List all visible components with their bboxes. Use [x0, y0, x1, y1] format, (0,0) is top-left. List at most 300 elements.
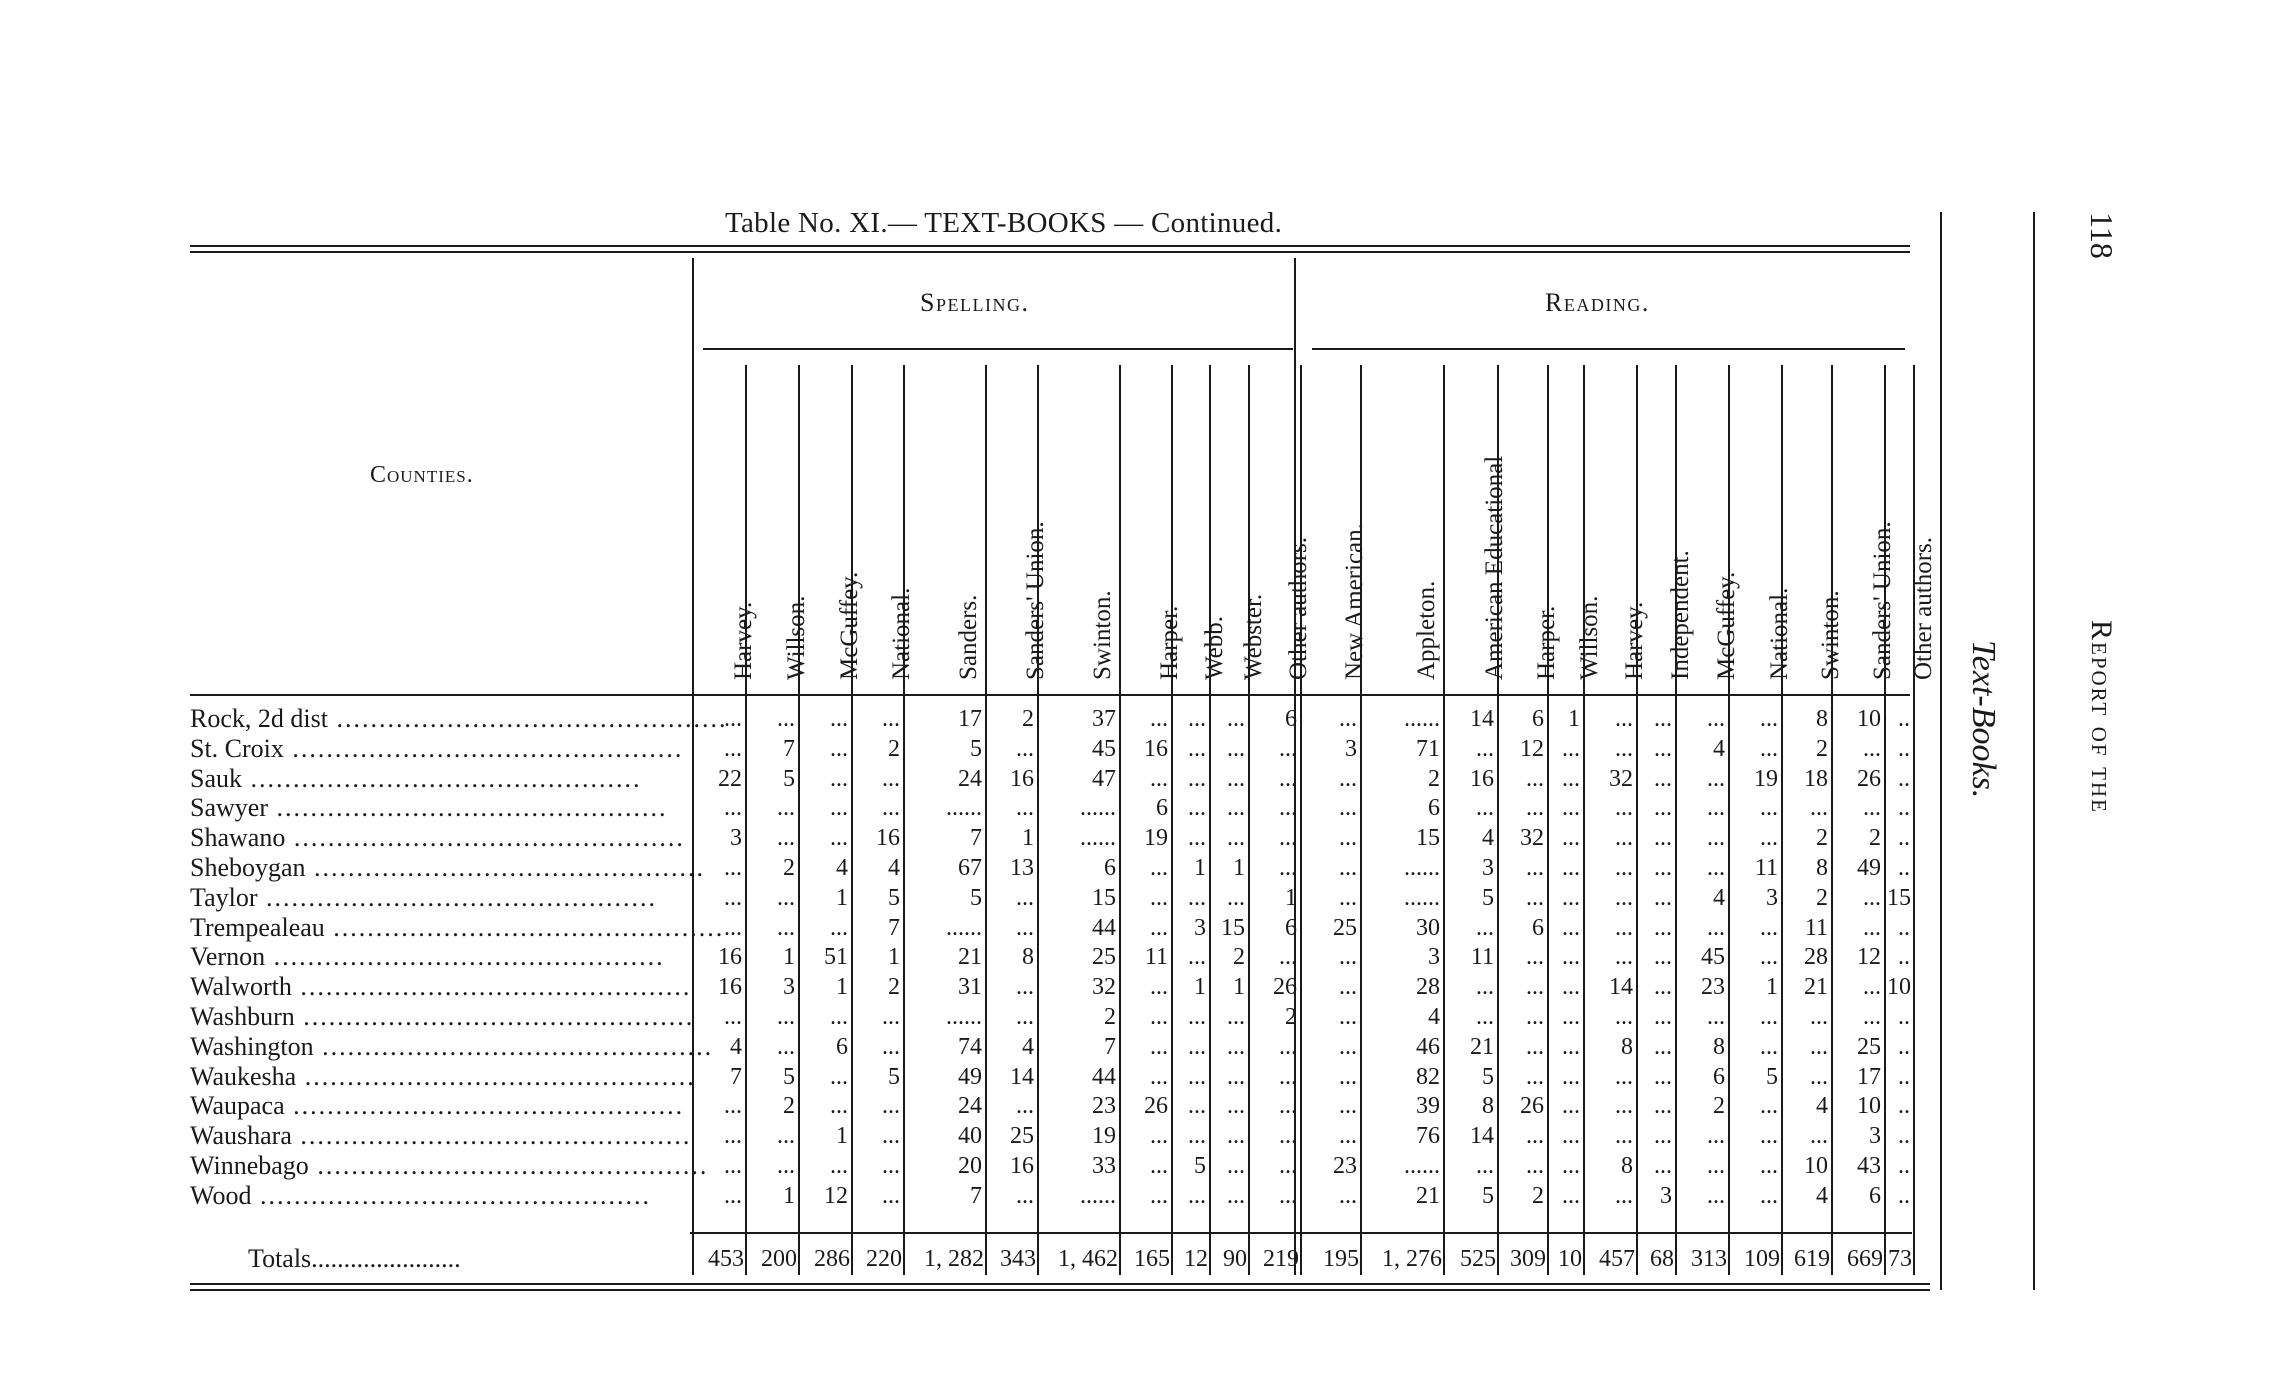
table-cell: 2 [888, 974, 900, 1001]
table-cell: .. [1898, 706, 1910, 732]
table-cell: 26 [1273, 974, 1297, 1001]
column-divider [1360, 365, 1362, 1275]
table-cell: ... [777, 1033, 795, 1060]
table-cell: 20 [958, 1153, 982, 1179]
table-cell: 47 [1092, 765, 1116, 792]
bottom-rule-second [190, 1289, 1930, 1291]
table-cell: ... [1654, 1093, 1672, 1120]
table-cell: 6 [1713, 1063, 1725, 1090]
table-cell: 2 [1816, 884, 1828, 911]
column-divider [1037, 365, 1039, 1275]
table-cell: ... [777, 825, 795, 852]
table-cell: ... [830, 1063, 848, 1090]
totals-cell: 220 [866, 1246, 902, 1272]
table-cell: .. [1898, 1182, 1910, 1209]
table-cell: ... [1760, 735, 1778, 762]
table-cell: ... [1562, 1153, 1580, 1179]
table-cell: ... [1760, 1033, 1778, 1060]
table-cell: ... [1615, 1063, 1633, 1090]
table-cell: ... [1863, 1004, 1881, 1030]
table-cell: .. [1898, 1093, 1910, 1120]
table-cell: ... [1707, 765, 1725, 792]
table-cell: 1 [1022, 825, 1034, 852]
table-cell: ... [1863, 914, 1881, 941]
table-cell: ...... [946, 914, 982, 941]
totals-cell: 453 [708, 1246, 744, 1272]
table-cell: 74 [958, 1033, 982, 1060]
table-cell: ... [1339, 706, 1357, 732]
table-cell: ... [1810, 1123, 1828, 1150]
table-cell: ... [1760, 825, 1778, 852]
table-cell: ... [1188, 735, 1206, 762]
table-cell: 17 [958, 706, 982, 732]
table-cell: 7 [783, 735, 795, 762]
outer-frame-line [2033, 212, 2035, 1290]
table-cell: ... [1188, 1182, 1206, 1209]
table-cell: ... [1562, 1182, 1580, 1209]
totals-cell: 1, 462 [1058, 1246, 1118, 1272]
table-cell: ... [1707, 1182, 1725, 1209]
county-name: Shawano .............................................. [190, 823, 685, 853]
table-cell: ... [1615, 884, 1633, 911]
table-cell: ... [1227, 735, 1245, 762]
table-cell: 2 [888, 735, 900, 762]
table-cell: ... [1615, 1004, 1633, 1030]
table-cell: 5 [783, 1063, 795, 1090]
table-cell: 4 [836, 855, 848, 881]
table-cell: 37 [1092, 706, 1116, 732]
table-cell: 2 [1428, 765, 1440, 792]
totals-cell: 343 [1000, 1246, 1036, 1272]
table-cell: ... [1760, 706, 1778, 732]
table-cell: 7 [1104, 1033, 1116, 1060]
table-cell: 7 [970, 825, 982, 852]
table-cell: 33 [1092, 1153, 1116, 1179]
table-cell: 5 [1482, 1063, 1494, 1090]
county-name: Sawyer .............................................. [190, 793, 668, 823]
table-cell: ... [1188, 795, 1206, 822]
table-cell: 7 [730, 1063, 742, 1090]
table-cell: 2 [1816, 735, 1828, 762]
table-cell: ... [724, 706, 742, 732]
table-cell: ... [1562, 974, 1580, 1001]
table-cell: 3 [730, 825, 742, 852]
table-cell: ... [1279, 1153, 1297, 1179]
table-cell: 17 [1857, 1063, 1881, 1090]
table-cell: ... [1760, 1182, 1778, 1209]
table-cell: ... [1707, 1123, 1725, 1150]
table-cell: 1 [1194, 855, 1206, 881]
table-cell: 14 [1470, 706, 1494, 732]
table-cell: 6 [836, 1033, 848, 1060]
table-cell: 21 [958, 944, 982, 971]
table-cell: 2 [1816, 825, 1828, 852]
table-cell: 1 [1233, 974, 1245, 1001]
table-cell: .. [1898, 765, 1910, 792]
table-cell: ... [1615, 706, 1633, 732]
table-cell: ... [1150, 765, 1168, 792]
table-cell: ... [1615, 914, 1633, 941]
table-cell: 2 [1104, 1004, 1116, 1030]
table-cell: 28 [1804, 944, 1828, 971]
table-cell: ... [1227, 795, 1245, 822]
table-cell: ... [1016, 1004, 1034, 1030]
table-cell: 49 [1857, 855, 1881, 881]
table-cell: ...... [946, 795, 982, 822]
table-cell: 43 [1857, 1153, 1881, 1179]
table-cell: ... [1526, 974, 1544, 1001]
totals-cell: 313 [1691, 1246, 1727, 1272]
table-cell: ... [1810, 1063, 1828, 1090]
table-cell: ... [1526, 1063, 1544, 1090]
table-cell: ... [1707, 855, 1725, 881]
column-divider [798, 365, 800, 1275]
table-cell: ... [1279, 1123, 1297, 1150]
table-cell: 76 [1416, 1123, 1440, 1150]
table-cell: ... [1615, 1182, 1633, 1209]
table-cell: 4 [1022, 1033, 1034, 1060]
table-cell: 6 [1156, 795, 1168, 822]
table-cell: 8 [1022, 944, 1034, 971]
table-cell: ... [1526, 765, 1544, 792]
table-cell: ... [882, 706, 900, 732]
totals-cell: 90 [1223, 1246, 1247, 1272]
totals-cell: 669 [1847, 1246, 1883, 1272]
table-cell: ... [724, 1182, 742, 1209]
table-cell: ... [724, 884, 742, 911]
table-cell: 8 [1621, 1033, 1633, 1060]
table-cell: ... [724, 1093, 742, 1120]
table-cell: ... [1150, 1033, 1168, 1060]
column-divider [1675, 365, 1677, 1275]
table-cell: ... [1339, 1033, 1357, 1060]
table-cell: 16 [718, 974, 742, 1001]
table-cell: ... [1476, 974, 1494, 1001]
spelling-group-rule [703, 348, 1293, 350]
right-frame-line [1940, 212, 1942, 1290]
table-cell: 45 [1092, 735, 1116, 762]
table-cell: .. [1898, 1033, 1910, 1060]
table-cell: 23 [1701, 974, 1725, 1001]
table-cell: ... [1562, 825, 1580, 852]
totals-cell: 286 [814, 1246, 850, 1272]
table-cell: ... [1016, 1182, 1034, 1209]
table-cell: ...... [1404, 1153, 1440, 1179]
totals-label: Totals....................... [248, 1244, 461, 1273]
column-divider [1781, 365, 1783, 1275]
table-cell: 32 [1092, 974, 1116, 1001]
table-cell: ... [1526, 795, 1544, 822]
table-cell: ... [1654, 765, 1672, 792]
table-cell: ... [1654, 1123, 1672, 1150]
table-cell: ... [1760, 1153, 1778, 1179]
table-cell: 6 [1428, 795, 1440, 822]
table-cell: ... [1526, 855, 1544, 881]
table-cell: ... [1562, 944, 1580, 971]
table-cell: ... [1615, 855, 1633, 881]
table-cell: ... [1227, 1153, 1245, 1179]
table-cell: .. [1898, 735, 1910, 762]
table-cell: 3 [1428, 944, 1440, 971]
table-cell: 5 [1194, 1153, 1206, 1179]
table-cell: ... [830, 1093, 848, 1120]
county-name: Waukesha .............................................. [190, 1061, 696, 1091]
column-divider [1248, 365, 1250, 1275]
table-cell: 32 [1609, 765, 1633, 792]
table-cell: ... [777, 1123, 795, 1150]
table-cell: 6 [1869, 1182, 1881, 1209]
table-cell: 2 [1869, 825, 1881, 852]
column-divider [1300, 365, 1302, 1275]
table-cell: 1 [1233, 855, 1245, 881]
table-cell: .. [1898, 855, 1910, 881]
table-cell: 6 [1532, 706, 1544, 732]
column-divider [692, 258, 694, 1275]
table-cell: ... [1339, 1063, 1357, 1090]
table-cell: ... [1188, 1063, 1206, 1090]
table-cell: ... [830, 914, 848, 941]
table-cell: 2 [1022, 706, 1034, 732]
table-cell: 11 [1754, 855, 1778, 881]
table-cell: ... [1150, 1123, 1168, 1150]
table-cell: ... [1562, 765, 1580, 792]
table-cell: ... [1562, 795, 1580, 822]
table-cell: 25 [1092, 944, 1116, 971]
table-cell: ... [777, 884, 795, 911]
totals-cell: 1, 282 [924, 1246, 984, 1272]
table-cell: ... [1279, 944, 1297, 971]
table-cell: 16 [876, 825, 900, 852]
table-cell: 16 [1470, 765, 1494, 792]
table-cell: ... [882, 1004, 900, 1030]
table-cell: 26 [1857, 765, 1881, 792]
table-cell: ... [1615, 1123, 1633, 1150]
column-divider [1443, 365, 1445, 1275]
reading-group-rule [1312, 348, 1905, 350]
table-cell: ... [1810, 1004, 1828, 1030]
table-cell: ... [777, 1004, 795, 1030]
county-name: Waushara .............................................. [190, 1121, 692, 1151]
table-cell: ... [1339, 884, 1357, 911]
table-cell: ... [1279, 795, 1297, 822]
table-cell: ... [1654, 1063, 1672, 1090]
column-divider [1884, 365, 1886, 1275]
county-name: Trempealeau .............................................. [190, 912, 725, 942]
table-cell: 2 [783, 855, 795, 881]
table-cell: ... [1760, 944, 1778, 971]
table-cell: 3 [1766, 884, 1778, 911]
totals-cell: 109 [1744, 1246, 1780, 1272]
table-cell: 16 [1010, 765, 1034, 792]
table-cell: 6 [1104, 855, 1116, 881]
column-divider [851, 365, 853, 1275]
table-cell: ... [1016, 914, 1034, 941]
table-cell: ... [1227, 1033, 1245, 1060]
table-cell: ... [1227, 706, 1245, 732]
table-cell: ... [882, 765, 900, 792]
table-cell: .. [1898, 825, 1910, 852]
table-cell: ... [1562, 884, 1580, 911]
table-cell: ... [1654, 1033, 1672, 1060]
table-cell: ... [1339, 1004, 1357, 1030]
table-caption: Table No. XI.— TEXT-BOOKS — Continued. [725, 207, 1283, 239]
table-cell: ... [1227, 1093, 1245, 1120]
table-cell: 26 [1520, 1093, 1544, 1120]
table-cell: 45 [1701, 944, 1725, 971]
table-cell: 4 [1482, 825, 1494, 852]
table-cell: ... [1476, 914, 1494, 941]
table-cell: ... [1150, 1004, 1168, 1030]
table-cell: ... [724, 914, 742, 941]
table-cell: 14 [1609, 974, 1633, 1001]
table-cell: 5 [1482, 1182, 1494, 1209]
county-name: Winnebago .............................................. [190, 1151, 709, 1180]
table-cell: ... [1562, 1093, 1580, 1120]
table-cell: 21 [1416, 1182, 1440, 1209]
table-cell: 15 [1221, 914, 1245, 941]
table-cell: ... [1526, 1004, 1544, 1030]
table-cell: 11 [1144, 944, 1168, 971]
table-cell: ... [830, 765, 848, 792]
table-cell: ... [830, 795, 848, 822]
county-name: Vernon .............................................. [190, 942, 665, 972]
table-cell: 46 [1416, 1033, 1440, 1060]
table-cell: ... [1150, 974, 1168, 1001]
table-cell: 8 [1713, 1033, 1725, 1060]
table-cell: 1 [1194, 974, 1206, 1001]
totals-cell: 73 [1888, 1246, 1912, 1272]
table-cell: ... [1707, 1153, 1725, 1179]
table-cell: 12 [824, 1182, 848, 1209]
totals-cell: 309 [1510, 1246, 1546, 1272]
table-cell: ... [1707, 914, 1725, 941]
table-cell: ... [1760, 914, 1778, 941]
table-cell: 1 [1766, 974, 1778, 1001]
table-cell: ... [724, 1004, 742, 1030]
table-cell: 23 [1333, 1153, 1357, 1179]
table-cell: 5 [970, 735, 982, 762]
table-cell: ... [882, 795, 900, 822]
table-cell: .. [1898, 1153, 1910, 1179]
table-cell: ... [1654, 795, 1672, 822]
table-cell: 25 [1857, 1033, 1881, 1060]
table-cell: ...... [1404, 855, 1440, 881]
totals-cell: 1, 276 [1382, 1246, 1442, 1272]
table-cell: ... [1526, 1033, 1544, 1060]
table-cell: 25 [1010, 1123, 1034, 1150]
table-cell: 3 [1345, 735, 1357, 762]
table-cell: 2 [783, 1093, 795, 1120]
table-cell: 82 [1416, 1063, 1440, 1090]
table-cell: 14 [1010, 1063, 1034, 1090]
table-cell: ... [1339, 944, 1357, 971]
table-cell: 1 [836, 1123, 848, 1150]
table-cell: ... [1654, 1153, 1672, 1179]
table-cell: 8 [1621, 1153, 1633, 1179]
table-cell: ... [1279, 765, 1297, 792]
table-cell: ... [1227, 1004, 1245, 1030]
table-cell: ... [1615, 795, 1633, 822]
table-cell: ... [1863, 795, 1881, 822]
table-cell: 10 [1887, 974, 1911, 1001]
table-cell: ... [882, 1182, 900, 1209]
table-cell: ... [1526, 1153, 1544, 1179]
table-cell: ... [1654, 1004, 1672, 1030]
table-cell: ... [1707, 706, 1725, 732]
table-cell: ... [830, 1004, 848, 1030]
column-divider [1119, 365, 1121, 1275]
table-cell: ... [1188, 1123, 1206, 1150]
table-cell: 19 [1754, 765, 1778, 792]
table-cell: 11 [1470, 944, 1494, 971]
table-cell: ... [1227, 884, 1245, 911]
table-cell: ...... [946, 1004, 982, 1030]
table-cell: ... [777, 914, 795, 941]
table-cell: 8 [1816, 706, 1828, 732]
table-cell: ... [1526, 944, 1544, 971]
table-cell: ... [1810, 1033, 1828, 1060]
table-cell: 10 [1857, 1093, 1881, 1120]
table-cell: ... [1654, 884, 1672, 911]
table-cell: ... [1707, 1004, 1725, 1030]
table-cell: 8 [1816, 855, 1828, 881]
table-cell: 10 [1804, 1153, 1828, 1179]
table-cell: ... [1016, 735, 1034, 762]
table-cell: 28 [1416, 974, 1440, 1001]
table-cell: 13 [1010, 855, 1034, 881]
table-cell: ... [1279, 1063, 1297, 1090]
county-name: Wood .............................................. [190, 1180, 651, 1210]
table-cell: 7 [888, 914, 900, 941]
table-cell: 3 [1660, 1182, 1672, 1209]
table-cell: ... [1654, 735, 1672, 762]
totals-cell: 200 [761, 1246, 797, 1272]
table-cell: ... [1339, 765, 1357, 792]
table-cell: ... [1615, 1093, 1633, 1120]
table-cell: 1 [783, 1182, 795, 1209]
table-cell: ... [1016, 884, 1034, 911]
table-cell: ... [1227, 825, 1245, 852]
table-cell: ... [777, 706, 795, 732]
column-divider [1728, 365, 1730, 1275]
spelling-group-title: Spelling. [920, 288, 1030, 317]
table-cell: 49 [958, 1063, 982, 1090]
table-cell: 4 [888, 855, 900, 881]
header-bottom-rule [190, 694, 1910, 696]
table-cell: ... [1227, 1063, 1245, 1090]
table-cell: ... [882, 1033, 900, 1060]
table-cell: 16 [718, 944, 742, 971]
table-cell: ... [1562, 1123, 1580, 1150]
table-cell: 11 [1804, 914, 1828, 941]
table-cell: ... [1476, 1004, 1494, 1030]
table-cell: ... [1339, 855, 1357, 881]
table-cell: ... [1476, 1153, 1494, 1179]
table-cell: 1 [888, 944, 900, 971]
table-cell: 5 [1482, 884, 1494, 911]
totals-cell: 165 [1134, 1246, 1170, 1272]
table-cell: ... [1615, 825, 1633, 852]
table-cell: 12 [1520, 735, 1544, 762]
table-cell: ... [1863, 974, 1881, 1001]
table-cell: ... [1760, 1123, 1778, 1150]
table-cell: 51 [824, 944, 848, 971]
table-cell: ... [1562, 914, 1580, 941]
table-cell: 5 [888, 884, 900, 911]
table-cell: ... [777, 1153, 795, 1179]
table-cell: ... [724, 795, 742, 822]
table-cell: 2 [1713, 1093, 1725, 1120]
